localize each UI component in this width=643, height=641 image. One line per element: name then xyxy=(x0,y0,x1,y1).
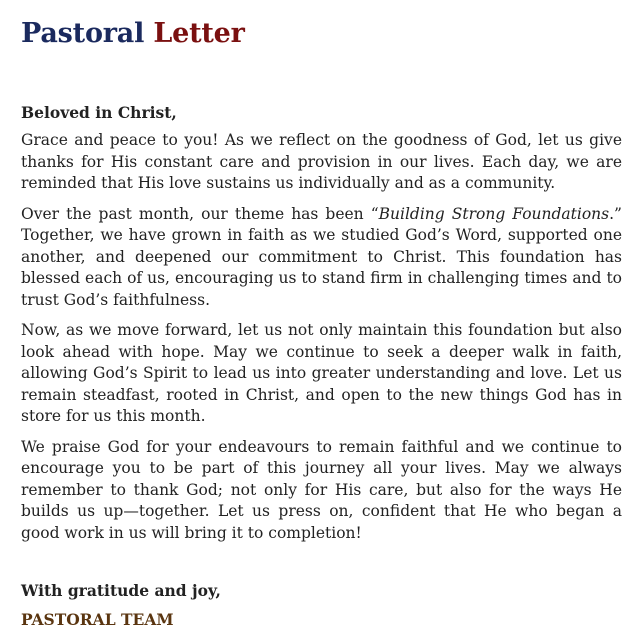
paragraph-1: Grace and peace to you! As we reflect on the goodness of God, let us give thanks for His constant care and provision in our lives. Each day, we are reminded that His love sustains us individually and as a community. xyxy=(21,131,622,192)
closing-line: With gratitude and joy, xyxy=(21,581,221,600)
salutation: Beloved in Christ, xyxy=(21,103,177,122)
title-word-pastoral: Pastoral xyxy=(21,18,145,49)
paragraph-2 xyxy=(21,204,622,312)
page-title xyxy=(21,14,622,54)
paragraph-4: We praise God for your endeavours to remain faithful and we continue to encourage you to be part of this journey all your lives. May we always remember to thank God; not only for His care, but also for the ways He builds us up—together. Let us press on, confident that He who began a good work in us will bring it to completion! xyxy=(21,437,622,542)
paragraph-2-body: .” Together, we have grown in faith as we studied God’s Word, supported one another, and deepened our commitment to Christ. This foundation has blessed each of us, encouraging us to stand firm in challenging times and to trust God’s faithfulness. xyxy=(21,204,622,309)
title-word-letter: Letter xyxy=(153,18,245,49)
signature: PASTORAL TEAM xyxy=(21,610,174,629)
paragraph-2-intro: Over the past month, our theme has been “ xyxy=(21,204,379,223)
paragraph-3: Now, as we move forward, let us not only maintain this foundation but also look ahead with hope. May we continue to seek a deeper walk in faith, allowing God’s Spirit to lead us into greater understanding and love. Let us remain steadfast, rooted in Christ, and open to the new things God has in store for us this month. xyxy=(21,321,622,425)
theme-title: Building Strong Foundations xyxy=(378,204,610,223)
